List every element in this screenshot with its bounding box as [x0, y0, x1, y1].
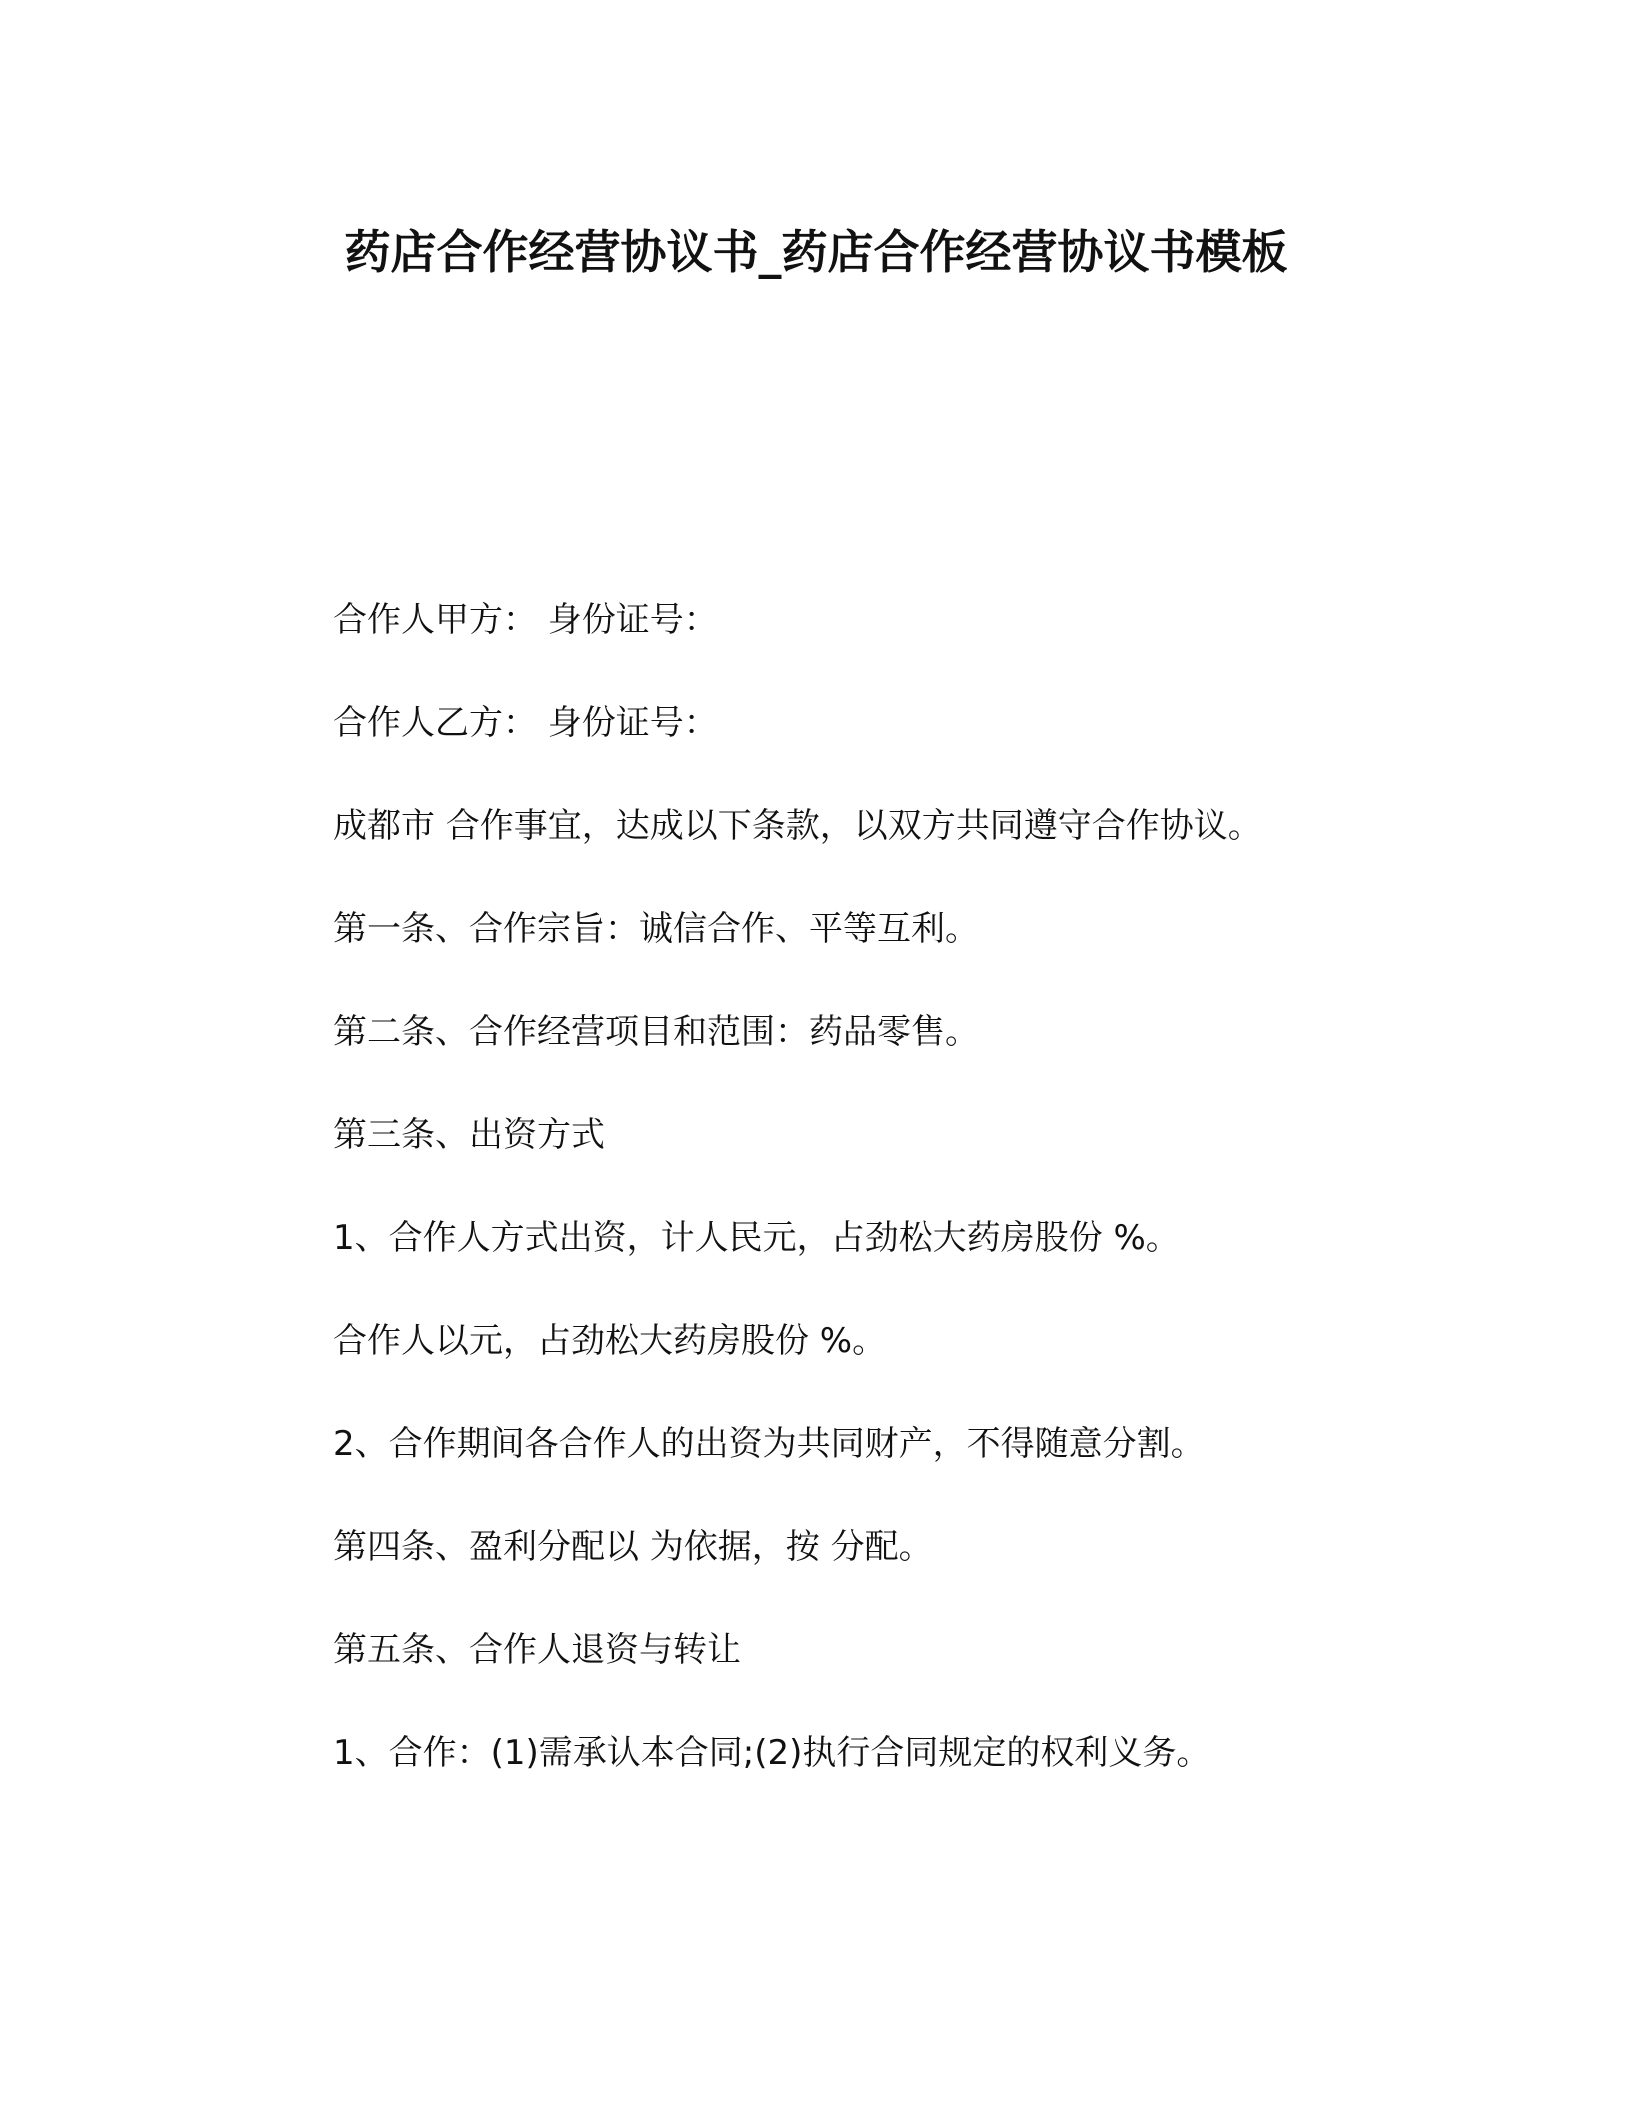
party-a-line: 合作人甲方： 身份证号：	[333, 600, 718, 640]
article-3-clause-1-continued: 合作人以元，占劲松大药房股份 %。	[333, 1321, 887, 1361]
article-1-paragraph: 第一条、合作宗旨：诚信合作、平等互利。	[333, 909, 979, 949]
document-body	[333, 590, 1563, 1826]
document-title: 药店合作经营协议书_药店合作经营协议书模板	[344, 225, 1288, 279]
article-5-heading: 第五条、合作人退资与转让	[333, 1630, 741, 1670]
preamble-paragraph: 成都市 合作事宜，达成以下条款，以双方共同遵守合作协议。	[333, 806, 1262, 846]
article-3-clause-2: 2、合作期间各合作人的出资为共同财产，不得随意分割。	[333, 1424, 1205, 1464]
article-3-clause-1: 1、合作人方式出资，计人民元，占劲松大药房股份 %。	[333, 1218, 1180, 1258]
article-2-paragraph: 第二条、合作经营项目和范围：药品零售。	[333, 1012, 979, 1052]
article-3-heading: 第三条、出资方式	[333, 1115, 605, 1155]
article-4-paragraph: 第四条、盈利分配以 为依据，按 分配。	[333, 1527, 933, 1567]
article-5-clause-1: 1、合作：(1)需承认本合同;(2)执行合同规定的权利义务。	[333, 1733, 1211, 1773]
party-b-line: 合作人乙方： 身份证号：	[333, 703, 718, 743]
